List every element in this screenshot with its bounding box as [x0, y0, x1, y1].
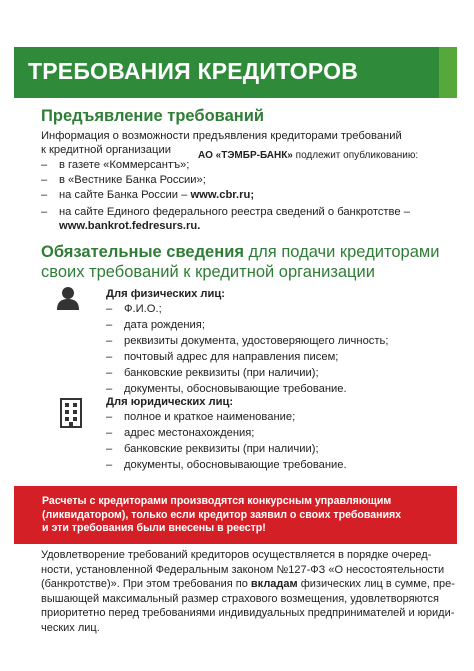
legal-title: Для юридических лиц: [106, 396, 234, 408]
individuals-title: Для физических лиц: [106, 288, 226, 300]
publication-note [198, 150, 418, 161]
bank-name: АО «ТЭМБР-БАНК» [198, 150, 293, 161]
list-item: – почтовый адрес для направления писем; [106, 351, 339, 363]
list-item: – банковские реквизиты (при наличии); [106, 367, 319, 379]
warning-text: Расчеты с кредиторами производятся конкурсным управляющим (ликвидатором), только если кредитор заявил о своих требованиях и эти требования были внесены в реестр! [42, 495, 402, 534]
building-icon [60, 398, 82, 428]
section-heading-claims: Предъявление требований [41, 107, 265, 125]
title-banner [14, 47, 439, 98]
banner-stripe [439, 47, 457, 98]
intro-line-1: Информация о возможности предъявления кредиторами требований [41, 130, 402, 142]
person-icon [57, 286, 79, 310]
list-item: – полное и краткое наименование; [106, 411, 296, 423]
list-item: – в «Вестнике Банка России»; [41, 174, 206, 186]
list-item: – дата рождения; [106, 319, 205, 331]
warning-box [14, 486, 457, 544]
page-title: ТРЕБОВАНИЯ КРЕДИТОРОВ [28, 58, 359, 84]
list-item: – на сайте Банка России – www.cbr.ru; [41, 189, 255, 201]
list-item: – в газете «Коммерсантъ»; [41, 159, 190, 171]
list-item: – Ф.И.О.; [106, 303, 162, 315]
section-heading-required-info: Обязательные сведения для подачи кредиторами своих требований к кредитной организации [41, 243, 440, 281]
fedresurs-link[interactable]: www.bankrot.fedresurs.ru. [59, 220, 201, 232]
closing-paragraph: Удовлетворение требований кредиторов осуществляется в порядке очеред- ности, установленной Федеральным законом №127-ФЗ «О несостоятельности (банкротстве)». При этом требования по вкладам физических лиц в сумме, пре- вышающей максимальный размер страхового возмещения, удовлетворяются приоритетно перед требованиями индивидуальных предпринимателей и юриди- ческих лиц. [41, 549, 455, 634]
list-item: – документы, обосновывающие требование. [106, 383, 347, 395]
intro-line-2: к кредитной организации [41, 144, 171, 156]
list-item: – документы, обосновывающие требование. [106, 459, 347, 471]
cbr-link[interactable]: www.cbr.ru; [190, 189, 255, 201]
list-item: – на сайте Единого федерального реестра сведений о банкротстве – [41, 206, 410, 218]
list-item: – банковские реквизиты (при наличии); [106, 443, 319, 455]
list-item: – адрес местонахождения; [106, 427, 255, 439]
list-item: – реквизиты документа, удостоверяющего личность; [106, 335, 389, 347]
publication-note-rest: подлежит опубликованию: [292, 150, 419, 161]
